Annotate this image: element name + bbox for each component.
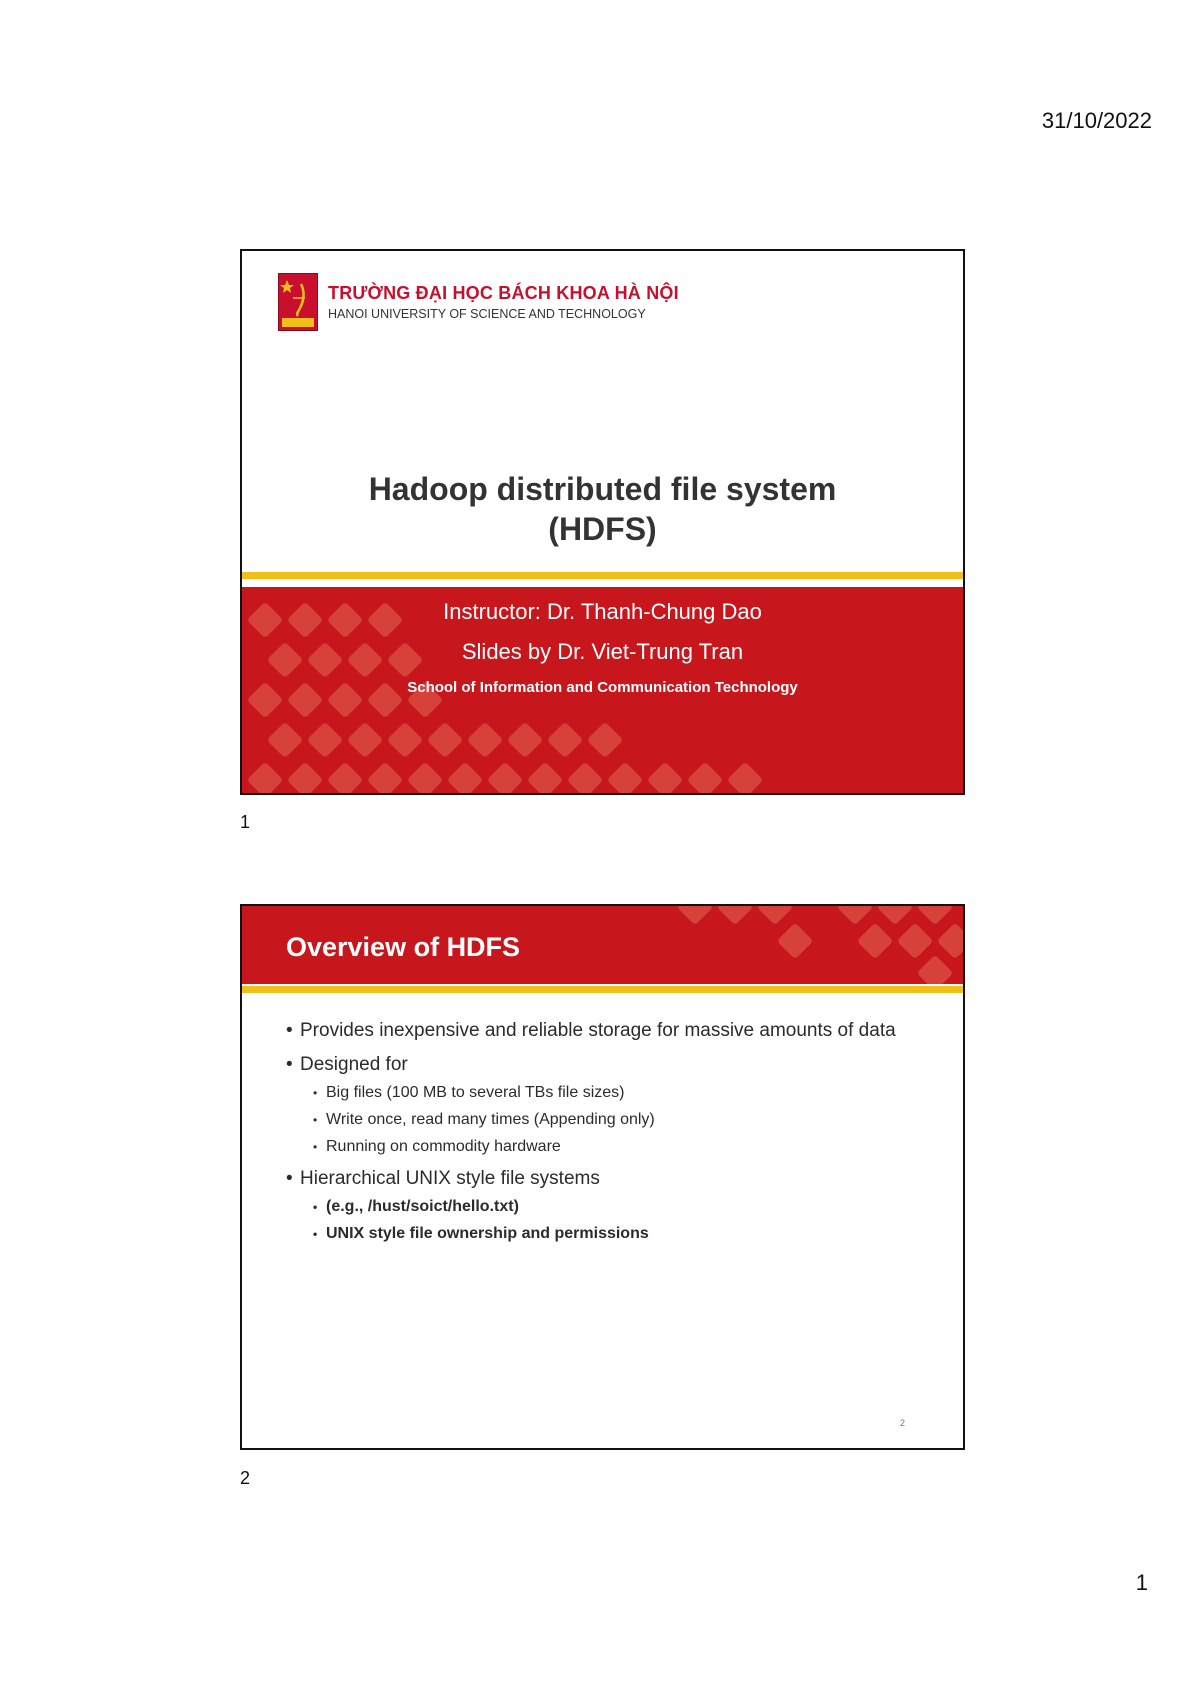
university-name-en: HANOI UNIVERSITY OF SCIENCE AND TECHNOLOGY [328, 307, 646, 321]
slide-title [242, 469, 963, 549]
red-info-band [242, 587, 963, 793]
slide-1-title [240, 249, 965, 795]
slides-by-line: Slides by Dr. Viet-Trung Tran [461, 639, 744, 664]
slide-2-title: Overview of HDFS [286, 932, 521, 962]
bullet-item: • Provides inexpensive and reliable storage for massive amounts of data [286, 1020, 896, 1041]
university-emblem-icon [278, 273, 318, 331]
sub-bullet-item: • Write once, read many times (Appending only) [313, 1111, 655, 1128]
slide-2-yellow-divider [242, 986, 963, 993]
slide-1-number: 1 [240, 812, 251, 832]
school-line: School of Information and Communication Technology [407, 679, 798, 696]
slide-2-overview [240, 904, 965, 1450]
university-name-vn: TRƯỜNG ĐẠI HỌC BÁCH KHOA HÀ NỘI [328, 283, 679, 303]
yellow-divider [242, 572, 963, 579]
page-date: 31/10/2022 [1041, 108, 1152, 133]
university-logo [278, 273, 679, 331]
sub-bullet-item: • Running on commodity hardware [313, 1138, 561, 1155]
slide-2-number: 2 [240, 1468, 251, 1488]
bullet-item: • Hierarchical UNIX style file systems [286, 1168, 600, 1189]
page-number: 1 [1135, 1570, 1148, 1595]
slide-title-line-2: (HDFS) [548, 511, 657, 547]
sub-bullet-item: • (e.g., /hust/soict/hello.txt) [313, 1198, 519, 1215]
bullet-list [286, 1018, 923, 1250]
sub-bullet-item: • Big files (100 MB to several TBs file sizes) [313, 1084, 625, 1101]
slide-2-header-band [242, 906, 963, 984]
slide-2-footer-number: 2 [899, 1418, 905, 1428]
bullet-item: • Designed for [286, 1054, 408, 1075]
instructor-line: Instructor: Dr. Thanh-Chung Dao [443, 599, 762, 624]
sub-bullet-item: • UNIX style file ownership and permissions [313, 1225, 649, 1242]
slide-title-line-1: Hadoop distributed file system [368, 471, 837, 507]
